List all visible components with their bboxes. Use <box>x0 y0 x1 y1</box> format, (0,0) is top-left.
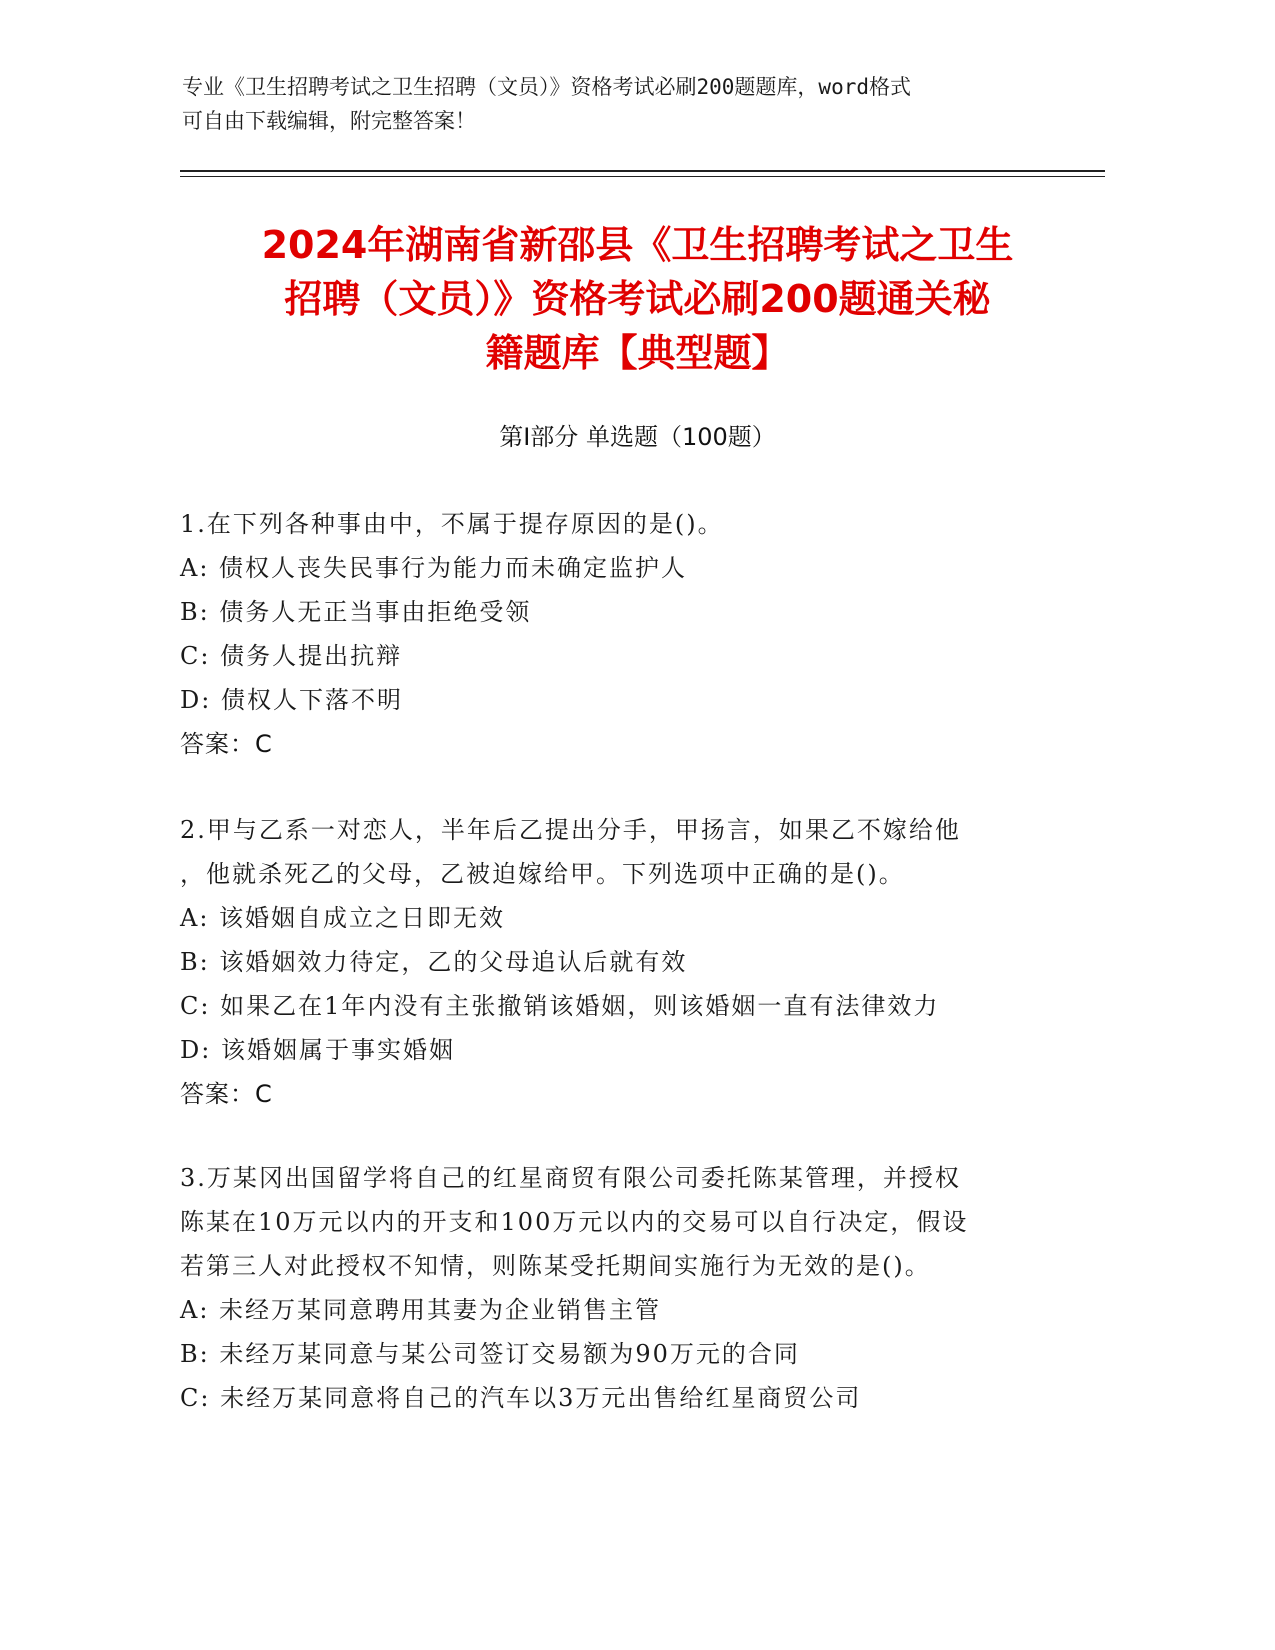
header-note-line: 可自由下载编辑，附完整答案！ <box>182 109 476 133</box>
question-3 <box>180 1156 1060 1420</box>
question-1 <box>180 502 1060 766</box>
answer: 答案：C <box>180 730 273 758</box>
section-heading: 第I部分 单选题（100题） <box>499 423 776 451</box>
option-a: A: 债权人丧失民事行为能力而未确定监护人 <box>180 554 688 582</box>
header-note-line: 专业《卫生招聘考试之卫生招聘（文员）》资格考试必刷200题题库，word格式 <box>182 75 911 99</box>
option-d: D: 该婚姻属于事实婚姻 <box>180 1036 455 1064</box>
option-b: B: 债务人无正当事由拒绝受领 <box>180 598 532 626</box>
option-c: C: 如果乙在1年内没有主张撤销该婚姻，则该婚姻一直有法律效力 <box>180 992 940 1020</box>
header-divider-thin <box>180 176 1105 177</box>
title-line: 招聘（文员）》资格考试必刷200题通关秘 <box>284 277 991 321</box>
answer: 答案：C <box>180 1080 273 1108</box>
option-a: A: 该婚姻自成立之日即无效 <box>180 904 506 932</box>
question-stem: 若第三人对此授权不知情，则陈某受托期间实施行为无效的是()。 <box>180 1252 931 1280</box>
option-c: C: 债务人提出抗辩 <box>180 642 403 670</box>
question-stem: 1.在下列各种事由中，不属于提存原因的是()。 <box>180 510 724 538</box>
question-stem: ，他就杀死乙的父母，乙被迫嫁给甲。下列选项中正确的是()。 <box>180 860 905 888</box>
header-note <box>182 70 1042 138</box>
option-d: D: 债权人下落不明 <box>180 686 403 714</box>
title-line: 籍题库【典型题】 <box>485 331 790 375</box>
option-c: C: 未经万某同意将自己的汽车以3万元出售给红星商贸公司 <box>180 1384 862 1412</box>
question-stem: 陈某在10万元以内的开支和100万元以内的交易可以自行决定，假设 <box>180 1208 969 1236</box>
question-stem: 2.甲与乙系一对恋人，半年后乙提出分手，甲扬言，如果乙不嫁给他 <box>180 816 961 844</box>
option-a: A: 未经万某同意聘用其妻为企业销售主管 <box>180 1296 662 1324</box>
header-divider-thick <box>180 170 1105 172</box>
document-title <box>150 218 1125 380</box>
question-2 <box>180 808 1060 1116</box>
question-stem: 3.万某冈出国留学将自己的红星商贸有限公司委托陈某管理，并授权 <box>180 1164 961 1192</box>
title-line: 2024年湖南省新邵县《卫生招聘考试之卫生 <box>261 223 1014 267</box>
option-b: B: 未经万某同意与某公司签订交易额为90万元的合同 <box>180 1340 800 1368</box>
option-b: B: 该婚姻效力待定，乙的父母追认后就有效 <box>180 948 688 976</box>
